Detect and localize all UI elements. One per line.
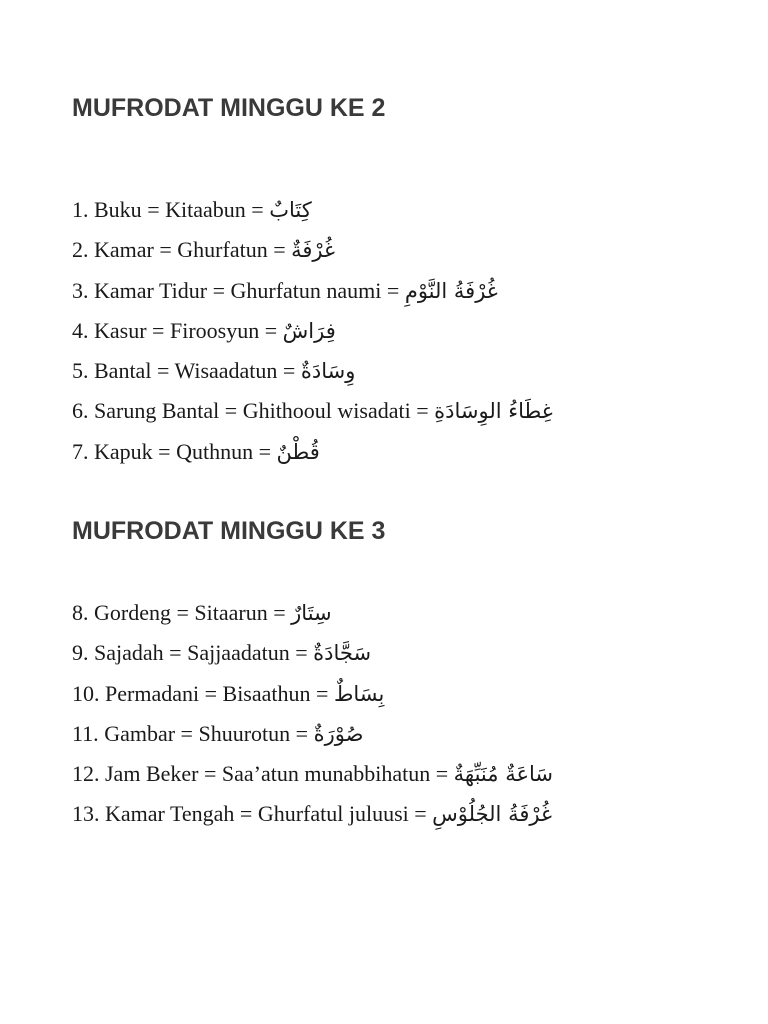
transliteration: Bisaathun — [222, 680, 311, 706]
indonesian-word: Kasur — [94, 317, 147, 343]
vocab-list-week-3 — [72, 597, 553, 839]
item-number: 3. — [72, 277, 89, 303]
arabic-word: فِرَاشٌ — [282, 318, 336, 343]
arabic-word: غُرْفَةٌ — [291, 238, 335, 263]
vocab-item: 11. Gambar = Shuurotun = صُوْرَةٌ — [72, 720, 364, 746]
item-number: 5. — [72, 358, 89, 384]
indonesian-word: Permadani — [105, 680, 200, 706]
arabic-word: غِطَاءُ الوِسَادَةِ — [434, 399, 553, 424]
indonesian-word: Gordeng — [94, 600, 171, 625]
arabic-word: غُرْفَةُ الجُلُوْسِ — [432, 802, 552, 827]
indonesian-word: Buku — [94, 197, 142, 222]
vocab-item: 13. Kamar Tengah = Ghurfatul juluusi = غُرْفَةُ الجُلُوْسِ — [72, 801, 552, 827]
vocab-item: 8. Gordeng = Sitaarun = سِتَارٌ — [72, 600, 332, 625]
item-number: 1. — [72, 197, 89, 222]
vocab-item: 9. Sajadah = Sajjaadatun = سَجَّادَةٌ — [72, 640, 372, 666]
item-number: 7. — [72, 438, 89, 464]
transliteration: Ghithooul wisadati — [242, 398, 411, 424]
item-number: 12. — [72, 761, 100, 787]
indonesian-word: Sajadah — [94, 640, 164, 666]
transliteration: Firoosyun — [169, 317, 260, 343]
arabic-word: سَجَّادَةٌ — [313, 641, 372, 666]
transliteration: Ghurfatun naumi — [230, 277, 382, 303]
item-number: 8. — [72, 600, 89, 625]
transliteration: Ghurfatun — [177, 237, 268, 263]
item-number: 2. — [72, 237, 89, 263]
vocab-list-week-2 — [72, 194, 553, 476]
indonesian-word: Kamar — [94, 237, 154, 263]
vocab-item: 10. Permadani = Bisaathun = بِسَاطٌ — [72, 680, 385, 706]
transliteration: Wisaadatun — [174, 358, 278, 384]
vocab-item: 7. Kapuk = Quthnun = قُطْنٌ — [72, 438, 320, 464]
transliteration: Sitaarun — [194, 600, 268, 625]
item-number: 13. — [72, 801, 100, 827]
item-number: 6. — [72, 398, 89, 424]
transliteration: Kitaabun — [165, 197, 246, 222]
arabic-word: صُوْرَةٌ — [313, 721, 364, 746]
indonesian-word: Gambar — [104, 720, 176, 746]
indonesian-word: Sarung Bantal — [94, 398, 220, 424]
arabic-word: وِسَادَةٌ — [300, 359, 356, 384]
vocab-item: 4. Kasur = Firoosyun = فِرَاشٌ — [72, 317, 336, 343]
item-number: 10. — [72, 680, 100, 706]
arabic-word: كِتَابٌ — [269, 198, 312, 222]
section-heading-week-2: MUFRODAT MINGGU KE 2 — [72, 94, 386, 122]
vocab-item: 6. Sarung Bantal = Ghithooul wisadati = غِطَاءُ الوِسَادَةِ — [72, 398, 553, 424]
vocab-item: 5. Bantal = Wisaadatun = وِسَادَةٌ — [72, 358, 356, 384]
indonesian-word: Bantal — [94, 358, 152, 384]
indonesian-word: Kapuk — [94, 438, 153, 464]
transliteration: Shuurotun — [198, 720, 291, 746]
arabic-word: قُطْنٌ — [276, 439, 320, 464]
arabic-word: بِسَاطٌ — [333, 681, 385, 706]
item-number: 11. — [72, 720, 99, 746]
transliteration: Saa’atun munabbihatun — [221, 761, 431, 787]
arabic-word: غُرْفَةُ النَّوْمِ — [404, 278, 498, 303]
vocab-item: 2. Kamar = Ghurfatun = غُرْفَةٌ — [72, 237, 335, 263]
indonesian-word: Kamar Tidur — [94, 277, 208, 303]
vocab-item: 1. Buku = Kitaabun = كِتَابٌ — [72, 197, 312, 222]
item-number: 4. — [72, 317, 89, 343]
transliteration: Sajjaadatun — [187, 640, 290, 666]
arabic-word: سَاعَةٌ مُنَبِّهَةٌ — [453, 762, 553, 787]
indonesian-word: Kamar Tengah — [105, 801, 235, 827]
transliteration: Ghurfatul juluusi — [257, 801, 409, 827]
indonesian-word: Jam Beker — [105, 761, 199, 787]
section-heading-week-3: MUFRODAT MINGGU KE 3 — [72, 517, 386, 545]
item-number: 9. — [72, 640, 89, 666]
transliteration: Quthnun — [176, 438, 254, 464]
arabic-word: سِتَارٌ — [291, 601, 332, 625]
vocab-item: 12. Jam Beker = Saa’atun munabbihatun = سَاعَةٌ مُنَبِّهَةٌ — [72, 761, 553, 787]
vocab-item: 3. Kamar Tidur = Ghurfatun naumi = غُرْفَةُ النَّوْمِ — [72, 277, 498, 303]
